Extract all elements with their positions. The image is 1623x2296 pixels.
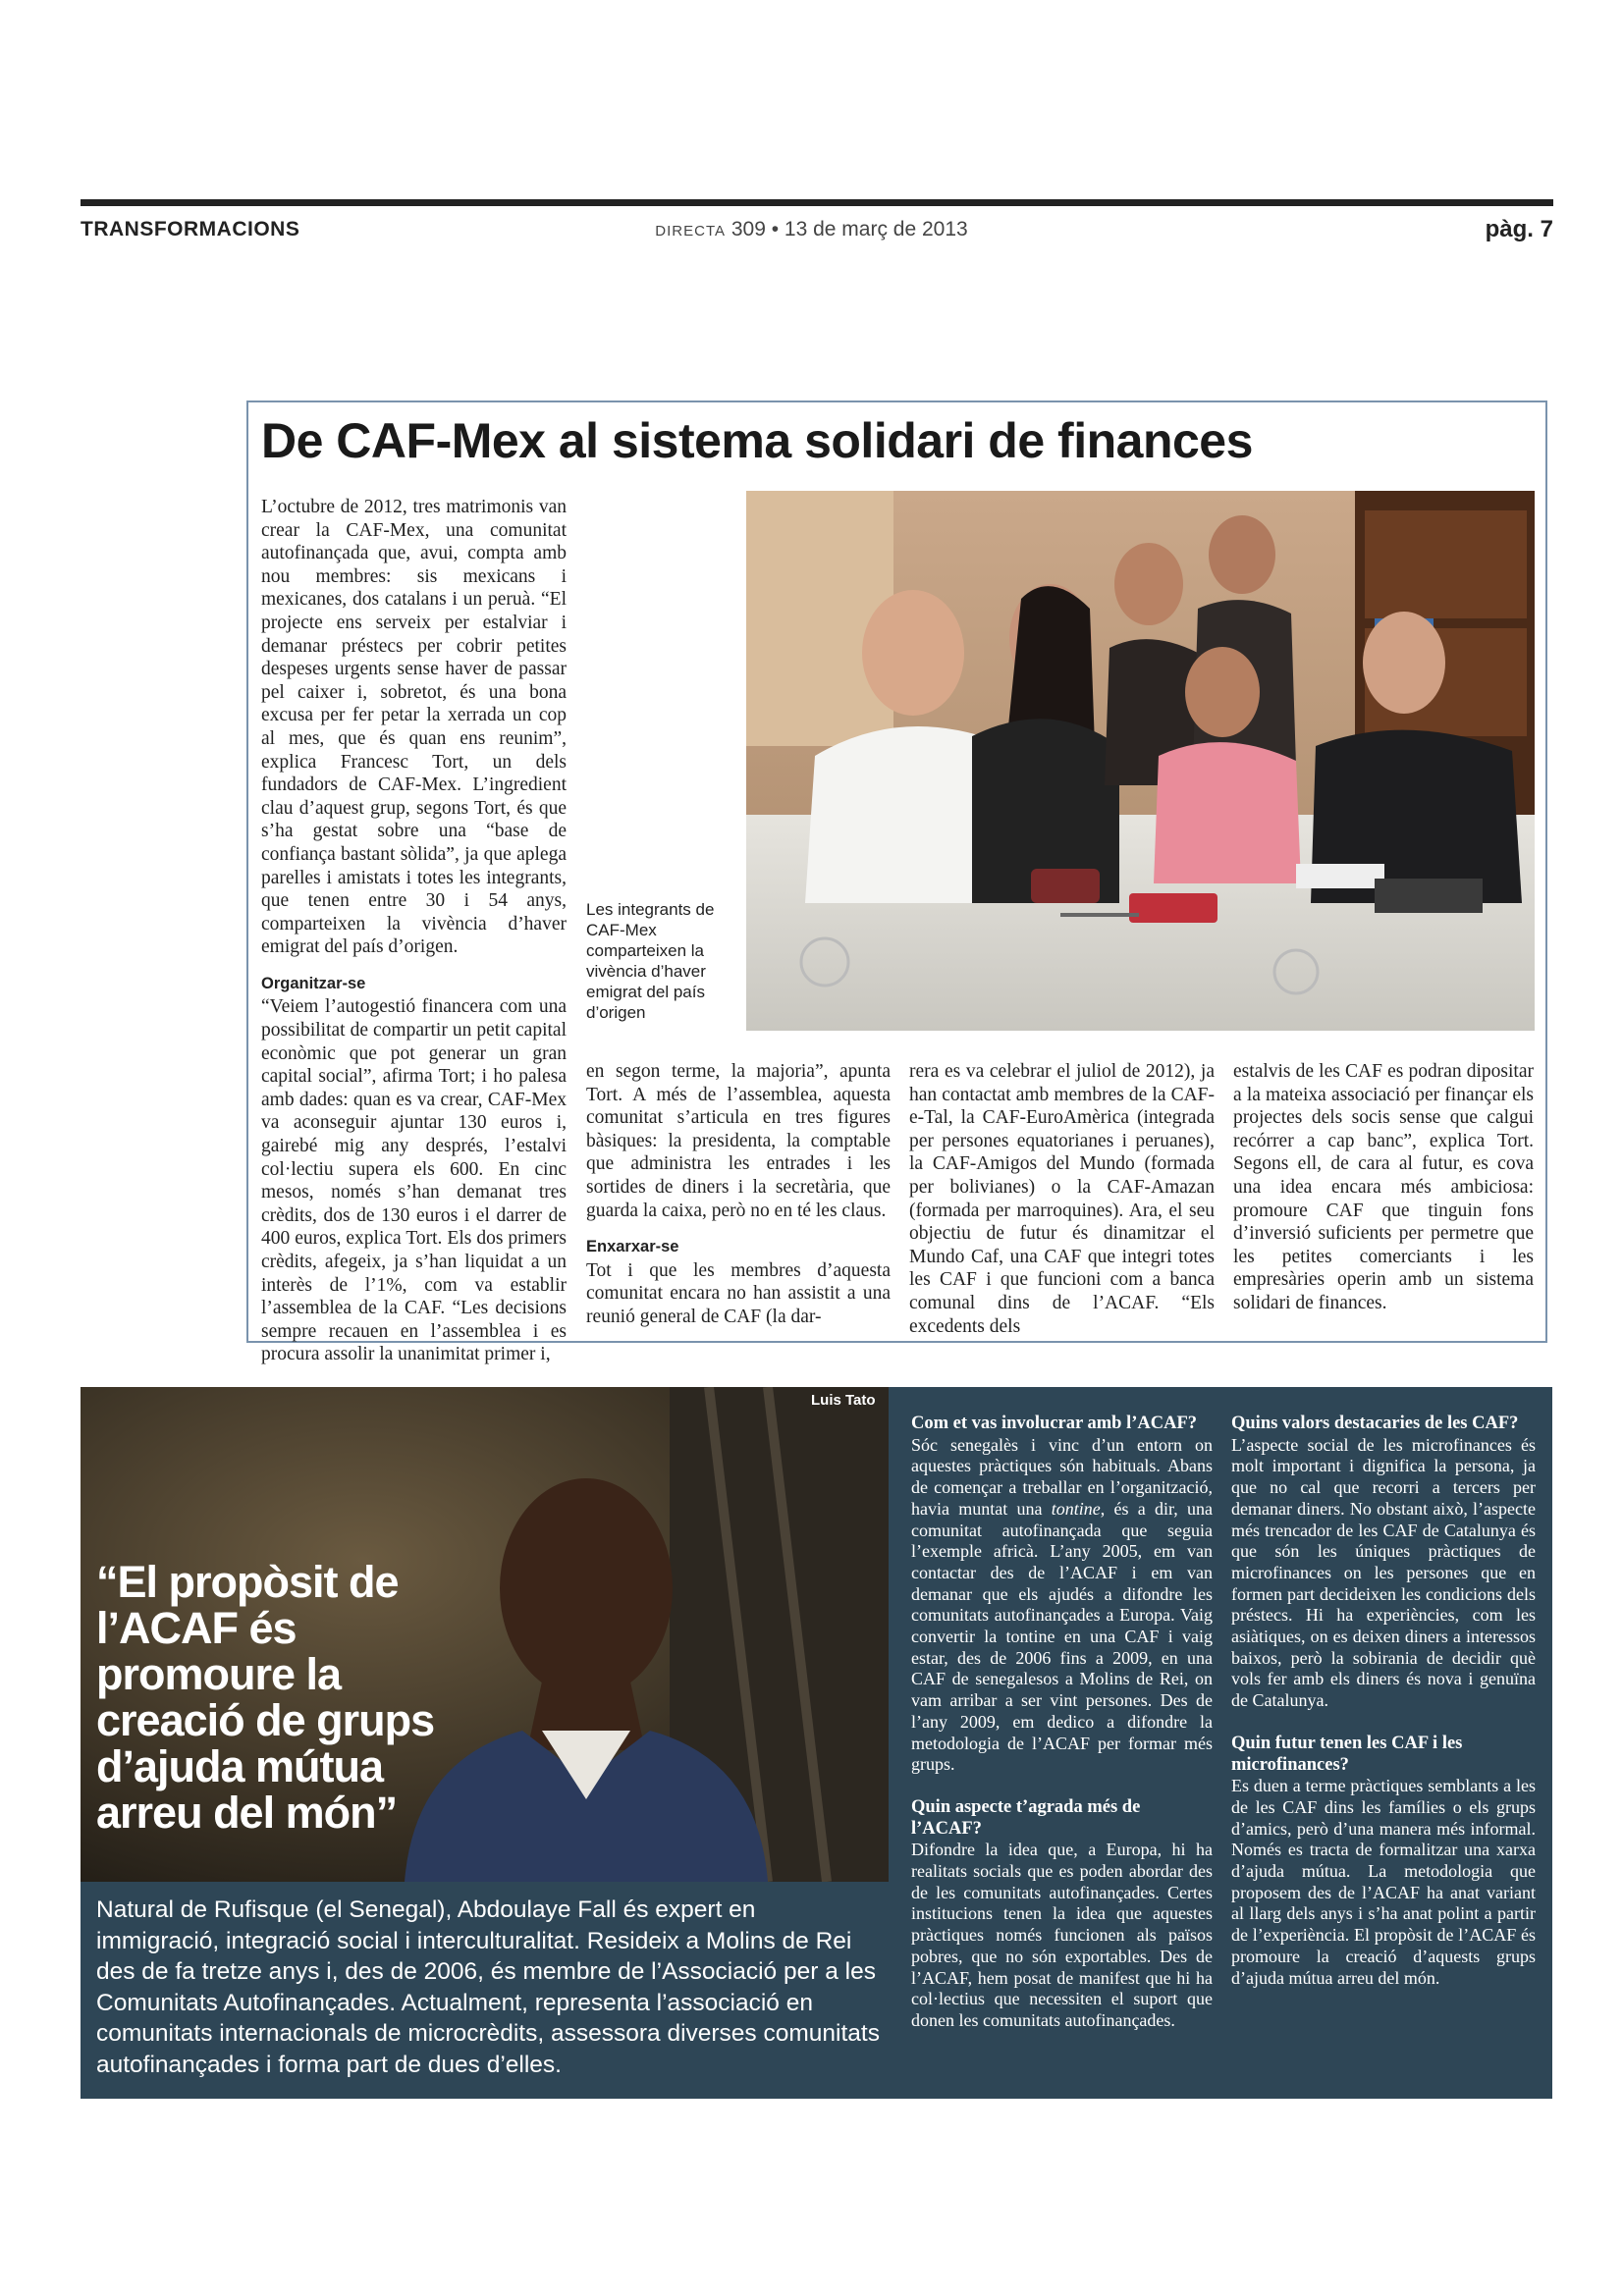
interview-question: Quin futur tenen les CAF i les microfinances?	[1231, 1733, 1463, 1775]
interview-column-2	[1231, 1414, 1536, 1989]
group-photo	[746, 491, 1535, 1031]
interview-question: Com et vas involucrar amb l’ACAF?	[911, 1414, 1198, 1433]
article-paragraph: estalvis de les CAF es podran dipositar a la mateixa associació per finançar els projectes dels socis sense que calgui recórrer a cap banc”, explica Tort. Segons ell, de cara al futur, es cova una idea encara més ambiciosa: promoure CAF que tinguin fons d’inversió suficients per permetre que les petites comerciants i les empresàries operin amb un sistema solidari de finances.	[1233, 1061, 1534, 1313]
photo-caption: Les integrants de CAF-Mex comparteixen la vivència d’haver emigrat del país d’origen	[586, 900, 715, 1022]
article-paragraph: “Veiem l’autogestió financera com una possibilitat de compartir un petit capital econòmic que pot generar un gran capital social”, afirma Tort; i ho palesa amb dades: quan es va crear, CAF-Mex va aconseguir ajuntar 130 euros i, gairebé mig any després, l’estalvi col·lectiu supera els 600. En cinc mesos, només s’han demanat tres crèdits, dos de 130 euros i el darrer de 400 euros, explica Tort. Els dos primers crèdits, afegeix, ja s’han liquidat a un interès de l’1%, com va establir l’assemblea de la CAF. “Les decisions sempre recauen en l’assemblea i es procura assolir la unanimitat primer i,	[261, 996, 567, 1365]
answer-emphasis: tontine	[1051, 1498, 1101, 1519]
article-column-1	[261, 496, 567, 1366]
interviewee-bio: Natural de Rufisque (el Senegal), Abdoulaye Fall és expert en immigració, integració social i interculturalitat. Resideix a Molins de Rei des de fa tretze anys i, des de 2006, és membre de l’Associació per a les Comunitats Autofinançades. Actualment, representa l’associació en comunitats internacionals de microcrèdits, assessora diverses comunitats autofinançades i forma part de dues d’elles.	[96, 1896, 880, 2078]
article-column-4	[1233, 1060, 1534, 1315]
page-number: pàg. 7	[1485, 216, 1553, 242]
article-subheading: Enxarxar-se	[586, 1238, 679, 1256]
interview-question: Quins valors destacaries de les CAF?	[1231, 1414, 1519, 1433]
interview-column-1	[911, 1414, 1213, 2032]
article-subheading: Organitzar-se	[261, 974, 366, 992]
article-column-2	[586, 1060, 891, 1329]
article-headline: De CAF-Mex al sistema solidari de finances	[261, 413, 1253, 468]
pull-quote: “El propòsit de l’ACAF és promoure la creació de grups d’ajuda mútua arreu del món”	[96, 1557, 435, 1838]
section-title: TRANSFORMACIONS	[81, 218, 300, 240]
issue-date: 309 • 13 de març de 2013	[730, 218, 968, 240]
interview-answer	[911, 1435, 1213, 1776]
issue-line	[0, 218, 1623, 241]
photo-credit: Luis Tato	[811, 1392, 876, 1409]
header-rule	[81, 199, 1553, 206]
article-paragraph: L’octubre de 2012, tres matrimonis van crear la CAF-Mex, una comunitat autofinançada que, avui, compta amb nou membres: sis mexicans i mexicanes, dos catalans i un peruà. “El projecte ens serveix per estalviar i demanar préstecs per cobrir petites despeses urgents sense haver de passar pel caixer i, sobretot, és una bona excusa per fer petar la xerrada un cop al mes, que és quan ens reunim”, explica Francesc Tort, un dels fundadors de CAF-Mex. L’ingredient clau d’aquest grup, segons Tort, és que s’ha gestat sobre una “base de confiança bastant sòlida”, ja que aplega parelles i amistats i totes les integrants, que tenen entre 30 i 54 anys, comparteixen la vivència d’haver emigrat del país d’origen.	[261, 497, 567, 958]
article-paragraph: rera es va celebrar el juliol de 2012), ja han contactat amb membres de la CAF-e-Tal, la CAF-EuroAmèrica (integrada per persones equatorianes i peruanes), la CAF-Amigos del Mundo (formada per bolivianes) o la CAF-Amazan (formada per marroquines). Ara, el seu objectiu de futur és dinamitzar el Mundo Caf, una CAF que integri totes les CAF i que funcioni com a banca comunal dins de l’ACAF. “Els excedents dels	[909, 1061, 1215, 1337]
article-column-3	[909, 1060, 1215, 1338]
interview-question: Quin aspecte t’agrada més de l’ACAF?	[911, 1796, 1141, 1839]
interview-answer: L’aspecte social de les microfinances és molt important i dignifica la persona, ja que no cal que recorri a tercers per demanar diners. No obstant això, l’aspecte més trencador de les CAF de Catalunya és que són les úniques pràctiques de microfinances on les persones que en formen part decideixen les condicions dels préstecs. Hi ha experiències, com les asiàtiques, on es deixen diners a interessos baixos, però la sobirania de decidir què vols fer amb els diners és nova i genuïna de Catalunya.	[1231, 1434, 1536, 1711]
publication-name: DIRECTA	[655, 223, 727, 240]
answer-text: , és a dir, una comunitat autofinançada que seguia l’exemple africà. L’any 2005, em van contactar des de l’ACAF i em van demanar que els ajudés a difondre les comunitats autofinançades a Europa. Vaig convertir la tontine en una CAF i vaig estar, des de 2006 fins a 2009, en una CAF de senegalesos a Molins de Rei, on vam arribar a ser vint persones. Des de l’any 2009, em dedico a difondre la metodologia de l’ACAF per formar més grups.	[911, 1498, 1213, 1775]
interview-answer: Difondre la idea que, a Europa, hi ha realitats socials que es poden abordar des de les comunitats autofinançades. Certes institucions tenen la idea que aquestes pràctiques només funcionen als països pobres, que no són exportables. Des de l’ACAF, hem posat de manifest que hi ha col·lectius que necessiten el suport que donen les comunitats autofinançades.	[911, 1840, 1213, 2030]
interview-answer: Es duen a terme pràctiques semblants a les de les CAF dins les famílies o els grups d’amics, però d’una manera més informal. Només es tracta de formalitzar una xarxa d’ajuda mútua. La metodologia que proposem des de l’ACAF ha anat variant al llarg dels anys i s’ha anat polint a partir de l’experiència. El propòsit de l’ACAF és promoure la creació d’aquests grups d’ajuda mútua arreu del món.	[1231, 1776, 1536, 1988]
article-paragraph: Tot i que les membres d’aquesta comunitat encara no han assistit a una reunió general de CAF (la dar-	[586, 1259, 891, 1327]
article-paragraph: en segon terme, la majoria”, apunta Tort. A més de l’assemblea, aquesta comunitat s’articula en tres figures bàsiques: la presidenta, la comptable que administra les entrades i les sortides de diners i la secretària, que guarda la caixa, però no en té les claus.	[586, 1061, 891, 1221]
answer-text: Sóc senegalès i vinc d’un entorn on aquestes pràctiques són habituals. Abans de començar a treballar en l’organització, havia muntat una	[911, 1434, 1213, 1519]
